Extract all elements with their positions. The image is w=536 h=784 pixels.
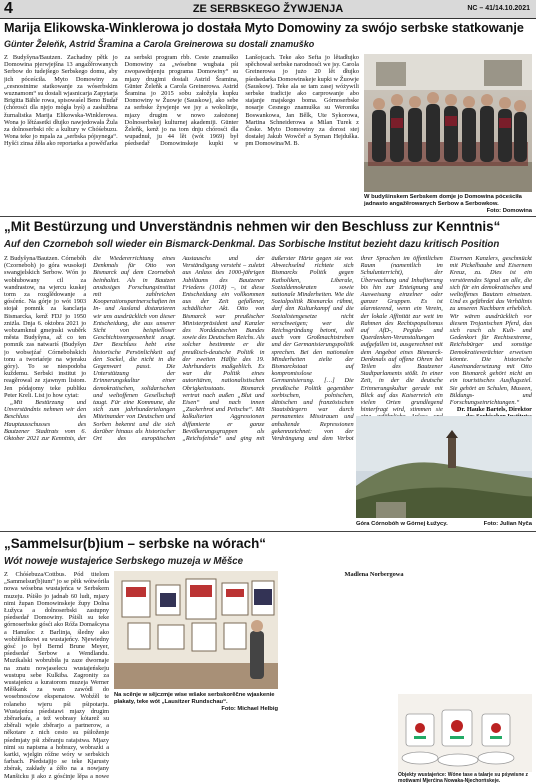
article1-group-photo xyxy=(364,54,532,192)
group-photo-image xyxy=(364,54,532,192)
article1-body xyxy=(4,54,359,210)
article2-quote: „Mit Bestürzung und Unverständnis nehmen wir den Beschluss des Hauptausschusses des Bautzener Stadtrats vom 6. Oktober 2021 zur Kenntnis, der die Wiedererrichtung eines Denkmals für Otto von Bismarck auf dem Czorneboh beinhaltet. Als in Bautzen ansässiges Forschungsinstitut mit zahlreichen Kooperationspartnerschaften im In- und Ausland distanzieren wir uns ausdrücklich von dieser Entscheidung, die aus unserer Sicht von beispielloser Geschichtsvergessenheit zeugt. Der Beschluss hebt eine historische Persönlichkeit auf den Sockel, die nicht in die Gegenwart passt. Die Unterstützung der Erinnerungskultur einer demokratischen, solidarischen und weltoffenen Gesellschaft taugt. Für eine Kommune, die sich zum jahrhundertelangen Miteinander von Deutschen und Sorben bekennt und die sich darüber hinaus als historischer Ort des europäischen Austauschs und der Verständigung versteht – zuletzt aus Anlass des 1000-jährigen Jubiläums des Bautzener Friedens (1018) –, ist diese Entscheidung ein vollkommen aus der Zeit gefallener, schädlicher Akt. Otto von Bismarck war preußischer Ministerpräsident und Kanzler des Norddeutschen Bundes sowie des Deutschen Reichs. Als solcher bestimmte er die preußisch-deutsche Politik in der zweiten Hälfte des 19. Jahrhunderts maßgeblich. Es war die Politik eines autoritären, nationalistischen Obrigkeitsstaats. Bismarck vertrat nach außen „Blut und Eisen“ und nach innen „Zuckerbrot und Peitsche“. Mit kalkulierten Aggressionen diffamierte er ganze Bevölkerungsgruppen als „Reichsfeinde“ und ging mit äußerster Härte gegen sie vor. Abwechselnd richtete sich Bismarcks Politik gegen Katholiken, Liberale, Sozialdemokraten sowie nationale Minderheiten. Wie die Sozialpolitik Bismarcks rühmt, darf den Kulturkampf und die Sozialistengesetze nicht verschweigen; wer die Reichsgründung betont, soll auch vom Großmachtstreben und der Germanisierungspolitik sprechen. Bei den nationalen Minderheiten zielte der Bismarckstaat auf kompromisslose Germanisierung. […] Die preußische Politik gegenüber sorbischen, polnischen, dänischen und französischen Staatsbürgern war durch permanentes Misstrauen und anhaltende Repressionen gekennzeichnet: von der Verdrängung und dem Verbot ihrer Sprachen im öffentlichen Raum (namentlich im Schulunterricht), der Überwachung und Inhaftierung bis hin zur Enteignung und Ausweisung einzelner oder ganzer Gruppen. Es ist alarmierend, wenn ein Verein, der lokale Affinität zur weit im Rahmen des Rechtspopulismus auf AfD-, Pegida- und Querdenken-Veranstaltungen aufgefallen ist, ausgerechnet mit dem Angebot eines Bismarck-Denkmals auf offene Ohren bei Teilen des Bautzener Stadtparlaments stößt. In einer Zeit, in der die deutsche Erinnerungskultur gerade mit Blick auf das Kaiserreich ein vielen Orten grundlegend hinterfragt wird, stimmen sie Eisernen Kanzlers, geschmückt mit Pickelhaube und Eisernem Kreuz, zu. Dies ist ein verstörendes Signal an alle, die sich für ein demokratisches und weltoffenes Bautzen einsetzen. Und es gefährdet das Verhältnis zu unseren Nachbarn erheblich. Wir wären ausdrücklich vor diesem Trojanischen Pferd, das sich rasch als Kult- und Gedenkort für Rechtsextreme, Reichsbürger und sonstige Demokratieverächter erweisen könnte. Die historische Auseinandersetzung mit Otto von Bismarck gehört nicht an ein touristisches Ausflugsziel. Sie gehört an Schulen, Museen, Bildungs- und Forschungseinrichtungen.“ xyxy=(4,255,532,443)
section-title: ZE SERBSKEGO ŽYWJENJA xyxy=(192,3,344,15)
article1-photo-credit: Foto: Domowina xyxy=(486,207,532,214)
article2-photo-credit: Foto: Julian Nyča xyxy=(483,521,532,527)
article1-text: Z Budyšyna/Bautzen. Zachadny pětk jo Domowina pjerwjejšna 13 angažěrowanych Serbow do tudejšego Serbskego domu, aby jich póceściła. Myto Domowiny za „cesnostnime statkowanje za wóserbskim wuznamom“ su dostali wjasnicarja Zapytarja Brigitta Bähle rowa, spisowaśel Beno Budař (chórosći dla njejo mógła byś) a zasłužbna žurnalistka Marija Elikowska-Winklerowa. Wona jo lětźasetki dłujko nawjedowała Žula za dolnoserbski rěc a kultury w Chóśebuzu. Wona teke jo mpala za „serbska pójsynega“. Hyšći zinsa źěła ako reportarka a powěďarka za serbski program rbb. Ceste znamuško Domowiny za „wósebne wugbaia pśi zwopawdnjenju programa Domowiny“ su mjazy drugimi dostali Astrid Šramina, Günter Želeňk a Carola Greinerowa. Astrid Šramina jo 2015 sobu załožyła kupku Domowiny w Žuowje (Sauskow), ako sebe za serbske žywjenje we jsy a wokolinje, mjazy drugim w nowo założonej Dolnoserbskej kulturnej akademiji. Günter Želeňk, kenž jo na tom dnju chórosći dla wupadnuł, ju 44 lět (wót 1969) był pśedsedař Domowinskeje kupki w Lanšojcach. Teke ako Sefta jo lětadłujko spěchował serbske narodnosći we jsy. Carola Greinerowa jo jużo 20 lět dłujko pśedsedarka Domowinskeje kupki w Žuowje (Sauskow). Teke ala se tam zasej wóżywili serbske tradicije ako carprowanje abo stajanje majskego boma. Górnoserbske nosarje Cesnego znamuška su Weronika Boswankowa, Jan Bělk, Ute Sykorowa, Martina Schneiderowa a Milan Turek z Česke. Myto Domowiny za dorost stej dostałej Jakub Wowčeř a Syman Hejduška. pm Domowina/M. B. xyxy=(4,54,359,148)
article3-title: „Sammelsur(b)ium – serbske na wórach“ xyxy=(4,536,266,551)
divider xyxy=(0,216,536,217)
article3-signature: Madlena Norbergowa xyxy=(344,571,404,578)
article2-intro: Z Budyšyna/Bautzen. Córnebóh (Czorneboh) jo góra wusokeji swangjelskich Serbow. Wón jo wobłubowany cil za wandrastow, na wjercu kuskej torm za rozglědowanje a gósćeńc. Na górje jo wót 1903 stojał pomnik za kanclarja Bismarcka, kenž FDJ jo 1950 zniżla. Dnja 6. oktobra 2021 jo wobzamknuł gmejnski wuběrk města Budyšyna, až co ten pomnik zas natwariś (Budyšyn jo wobsejźaŕ Córnebohskich tonu a tworiaŕeje na wjeraku góry). To se niespodoba kuždemu. Serbski institut jo reagěrowal ze zjawnym listom. Jen pódajomy teke publiku Peter Kreli. List jo how cytat: xyxy=(4,255,87,399)
article1-title: Marija Elikowska-Winklerowa jo dostała Myto Domowiny za swójo serbske statkowanje xyxy=(4,21,524,35)
issue-label: NC – 41/14.10.2021 xyxy=(467,5,530,12)
article2-subtitle: Auf den Czorneboh soll wieder ein Bismarck-Denkmal. Das Sorbische Institut bezieht dazu kritisch Position xyxy=(4,239,500,250)
article2-photo-caption xyxy=(356,521,532,528)
article3-subtitle: Wót noweje wustajeńce Serbskego muzeja w Měšce xyxy=(4,556,244,567)
article3-text: Z Chóśebuza/Cottbus. Pód titelom „Sammelsur(b)ium“ jo se pětk wótwóriła nowa wósebna wustajeńca w Serbskem muzeju. Pśiśło jo jadnab 60 ludi, mjazy nimi župan Domowinskeje župy Dolna Łužyca a dolnoserbski zastupny pśedsedař Domowiny. Pśiśli su teke górnoserbske gósći ako Róža Domašcyna a Hanušoc z Barlinja, śledny ako wobźělnikowi su wustajeńcy. Njewiedny gósć jo był Bernd Brune Meyer, pśedsedaŕ Serbow a Wendlandu. Muzikalski wobrubiła ju zaze dwornaje na znatu nowjaselecu wustajeńskeju wustupu sebe Kulkiba. Zagronity za wustajeńcu a kuratorom muzeja Werner Měškank za wam zawódl do wosebnosćow ekspenatow. Wobźěl te rolaneho wjeru pśi pśipotarju. Wustajeńca pśedstawi mjazy drugim zběrarkaŕa, a tež wobrasy kótarež su zběrali wjele zběrarjo a partnerow, a někotare z nich cesto su pśiłoženje pśedmjaty pśi zběranju ratajstwa. Mjazy nimi su napisma a hobrazy, wobrazki a kartki, wjelgin róžne wóry w serbskich farbach. Pśedstajijo se teke Kjarusty zbérak, zakłady a źěło na a nowjany Manšicku ji ako z gósćinje lěpa a nowe xyxy=(4,571,109,780)
article3-body-col1 xyxy=(4,571,109,781)
exhibition-photo-image xyxy=(114,571,278,689)
article1-subtitle: Günter Želeňk, Astrid Šramina a Carola Greinerowa su dostali znamuško xyxy=(4,39,315,49)
article3-cups-photo xyxy=(398,694,532,772)
page-header xyxy=(0,0,536,19)
article2-signature-1: Dr. Hauke Bartels, Direktor xyxy=(456,406,532,414)
article3-caption1-text: Na scěnje w sějczmje wise wšake serbskorěčne wjaskenie plakaty, teke wót „Lausitzer Rundschau“. xyxy=(114,692,275,705)
article3-exhibition-photo xyxy=(114,571,278,689)
article1-photo-caption xyxy=(364,194,532,214)
article3-photo1-credit: Foto: Michael Helbig xyxy=(221,705,278,712)
cups-photo-image xyxy=(398,694,532,772)
divider xyxy=(0,531,536,532)
article2-mountain-photo xyxy=(356,416,532,518)
mountain-photo-image xyxy=(356,416,532,518)
page-number: 4 xyxy=(4,0,13,17)
article2-title: „Mit Bestürzung und Unverständnis nehmen wir den Beschluss zur Kenntnis“ xyxy=(4,219,501,234)
article2-caption-text: Góra Córnobóh w Górnej Łužycy. xyxy=(356,521,448,527)
article3-body-col2 xyxy=(114,710,278,782)
article1-caption-text: W budyšinskem Serbskem domje jo Domowina póceściła jadnasto angažěrowanych Serbow a Serbowkow. xyxy=(364,194,522,207)
article3-photo2-caption: Objekty wustajeńce: Wóne tase a talarje su pśywisne z motiwami Mjerćina Nowaka-Njechorńskeje. xyxy=(398,772,529,784)
